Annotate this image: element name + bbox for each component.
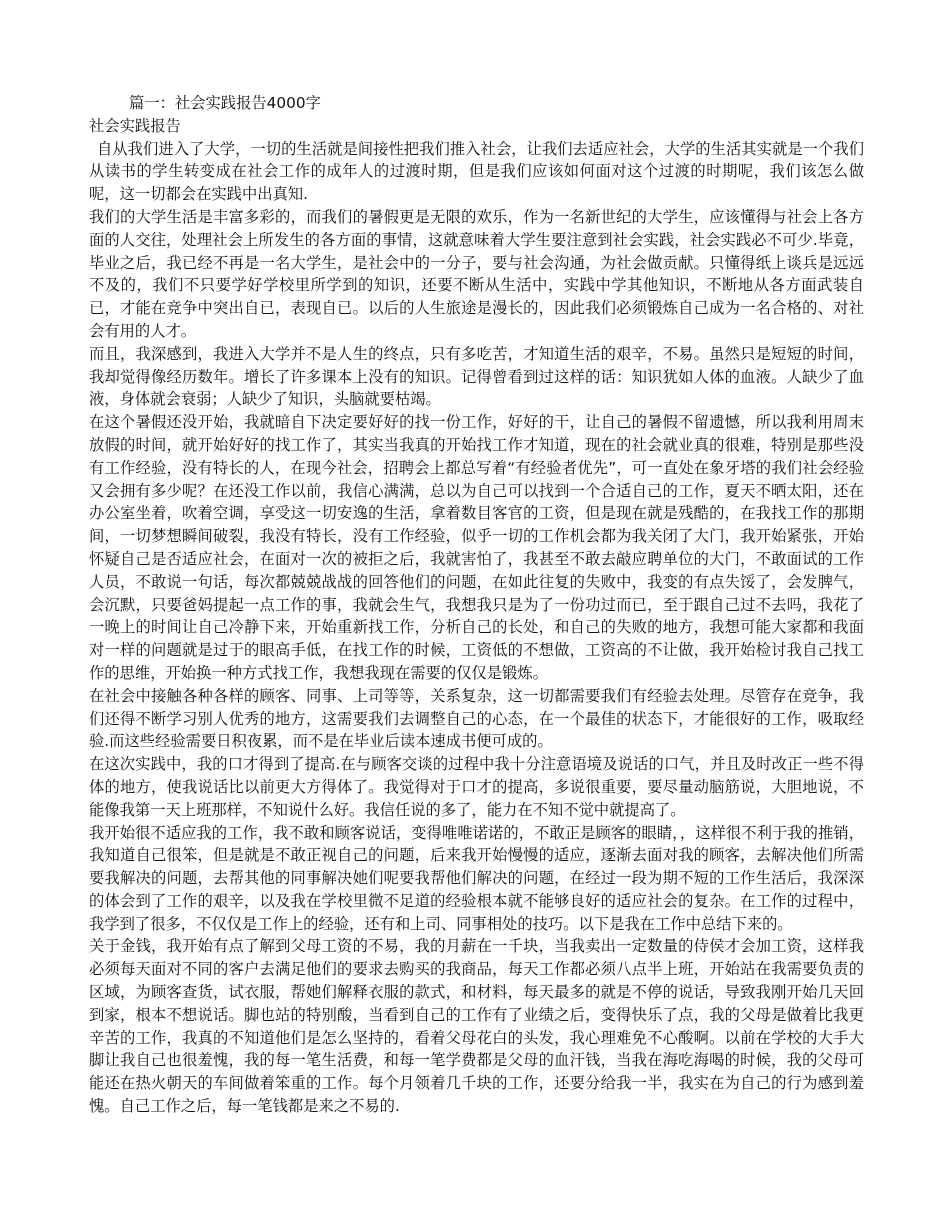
paragraph: 我们的大学生活是丰富多彩的，而我们的暑假更是无限的欢乐，作为一名新世纪的大学生，应该懂得与社会上各方面的人交往，处理社会上所发生的各方面的事情，这就意味着大学生要注意到社会实践，社会实践必不可少.毕竟，毕业之后，我已经不再是一名大学生，是社会中的一分子，要与社会沟通，为社会做贡献。只懂得纸上谈兵是远远不及的，我们不只要学好学校里所学到的知识，还要不断从生活中，实践中学其他知识，不断地从各方面武装自已，才能在竞争中突出自已，表现自已。以后的人生旅途是漫长的，因此我们必须锻炼自己成为一名合格的、对社会有用的人才。: [89, 207, 864, 340]
paragraph: 自从我们进入了大学，一切的生活就是间接性把我们推入社会，让我们去适应社会，大学的生活其实就是一个我们从读书的学生转变成在社会工作的成年人的过渡时期，但是我们应该如何面对这个过渡的时期呢，我们该怎么做呢，这一切都会在实践中出真知.: [89, 139, 864, 204]
document-page: [89, 92, 864, 1118]
paragraph: 关于金钱，我开始有点了解到父母工资的不易，我的月薪在一千块，当我卖出一定数量的侍侯才会加工资，这样我必须每天面对不同的客户去满足他们的要求去购买的我商品，每天工作都必须八点半上班，开始站在我需要负责的区域，为顾客查货，试衣服，帮她们解释衣服的款式，和材料，每天最多的就是不停的说话，导致我刚开始几天回到家，根本不想说话。脚也站的特别酸，当看到自己的工作有了业绩之后，变得快乐了点，我的父母是做着比我更辛苦的工作，我真的不知道他们是怎么坚持的，看着父母花白的头发，我心理难免不心酸啊。以前在学校的大手大脚让我自己也很羞愧，我的每一笔生活费，和每一笔学费都是父母的血汗钱，当我在海吃海喝的时候，我的父母可能还在热火朝天的车间做着笨重的工作。每个月领着几千块的工作，还要分给我一半，我实在为自己的行为感到羞愧。自己工作之后，每一笔钱都是来之不易的.: [89, 937, 864, 1116]
paragraph: 在这次实践中，我的口才得到了提高.在与顾客交谈的过程中我十分注意语境及说话的口气，并且及时改正一些不得体的地方，使我说话比以前更大方得体了。我觉得对于口才的提高，多说很重要，要尽量动脑筋说，大胆地说，不能像我第一天上班那样，不知说什么好。我信任说的多了，能力在不知不觉中就提高了。: [89, 755, 864, 819]
paragraph: 在社会中接触各种各样的顾客、同事、上司等等，关系复杂，这一切都需要我们有经验去处理。尽管存在竞争，我们还得不断学习别人优秀的地方，这需要我们去调整自己的心态，在一个最佳的状态下，才能很好的工作，吸取经验.而这些经验需要日积夜累，而不是在毕业后读本速成书便可成的。: [89, 686, 864, 751]
paragraph: 我开始很不适应我的工作，我不敢和顾客说话，变得唯唯诺诺的，不敢正是顾客的眼睛，，这样很不利于我的推销，我知道自己很笨，但是就是不敢正视自己的问题，后来我开始慢慢的适应，逐渐去面对我的顾客，去解决他们所需要我解决的问题，去帮其他的同事解决她们呢要我帮他们解决的问题，在经过一段为期不短的工作生活后，我深深的体会到了工作的艰辛，以及我在学校里微不足道的经验根本就不能够良好的适应社会的复杂。在工作的过程中，我学到了很多，不仅仅是工作上的经验，还有和上司、同事相处的技巧。以下是我在工作中总结下来的。: [89, 823, 864, 933]
document-subtitle: 社会实践报告: [89, 116, 181, 135]
paragraph: 而且，我深感到，我进入大学并不是人生的终点，只有多吃苦，才知道生活的艰辛，不易。虽然只是短短的时间，我却觉得像经历数年。增长了许多课本上没有的知识。记得曾看到过这样的话：知识犹如人体的血液。人缺少了血液，身体就会衰弱；人缺少了知识，头脑就要枯竭。: [89, 344, 864, 409]
document-title: 篇一：社会实践报告4000字: [129, 94, 321, 112]
paragraph: 在这个暑假还没开始，我就暗自下决定要好好的找一份工作，好好的干，让自己的暑假不留遗憾，所以我利用周末放假的时间，就开始好好的找工作了，其实当我真的开始找工作才知道，现在的社会就业真的很难，特别是那些没有工作经验，没有特长的人，在现今社会，招聘会上都总写着“有经验者优先”，可一直处在象牙塔的我们社会经验又会拥有多少呢？在还没工作以前，我信心满满，总以为自己可以找到一个合适自己的工作，夏天不晒太阳，还在办公室坐着，吹着空调，享受这一切安逸的生活，拿着数目客官的工资，但是现在就是残酷的，在我找工作的那期间，一切梦想瞬间破裂，我没有特长，没有工作经验，似乎一切的工作机会都为我关闭了大门，我开始紧张，开始怀疑自己是否适应社会，在面对一次的被拒之后，我就害怕了，我甚至不敢去敲应聘单位的大门，不敢面试的工作人员，不敢说一句话，每次都兢兢战战的回答他们的问题，在如此往复的失败中，我变的有点失馁了，会发脾气，会沉默，只要爸妈提起一点工作的事，我就会生气，我想我只是为了一份功过而已，至于跟自己过不去吗，我花了一晚上的时间让自己冷静下来，开始重新找工作，分析自己的长处，和自己的失败的地方，我想可能大家都和我面对一样的问题就是过于的眼高手低，在找工作的时候，工资低的不想做，工资高的不让做，我开始检讨我自己找工作的思维，开始换一种方式找工作，我想我现在需要的仅仅是锻炼。: [89, 413, 864, 682]
